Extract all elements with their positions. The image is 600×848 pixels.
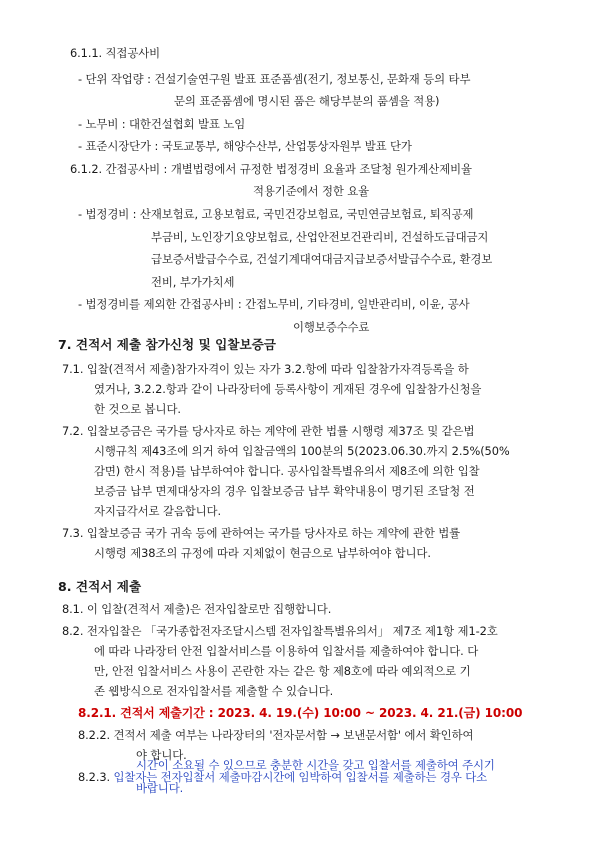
section-7-heading: 7. 견적서 제출 참가신청 및 입찰보증금	[58, 337, 276, 352]
subsection-6-1-2: 6.1.2. 간접공사비 : 개별법령에서 규정한 법정경비 요율과 조달청 원가계산제비율	[70, 162, 472, 176]
item-standard-unit-price: - 표준시장단가 : 국토교통부, 해양수산부, 산업통상자원부 발표 단가	[78, 139, 412, 153]
item-other-indirect-costs: - 법정경비를 제외한 간접공사비 : 간접노무비, 기타경비, 일반관리비, 이윤, 공사	[78, 297, 470, 311]
section-8-heading: 8. 견적서 제출	[58, 579, 142, 594]
submission-period	[78, 706, 522, 720]
item-statutory-expenses: - 법정경비 : 산재보험료, 고용보험료, 국민건강보험료, 국민연금보험료, 퇴직공제	[78, 207, 474, 221]
para-8-1: 8.1. 이 입찰(견적서 제출)은 전자입찰로만 집행합니다.	[62, 602, 332, 616]
submission-period-label: 8.2.1. 견적서 제출기간 :	[78, 706, 218, 720]
para-7-1-cont2: 한 것으로 봅니다.	[94, 402, 181, 416]
item-unit-workload-cont: 문의 표준품셈에 명시된 품은 해당부분의 품셈을 적용)	[174, 94, 440, 108]
submission-period-dates: 2023. 4. 19.(수) 10:00 ~ 2023. 4. 21.(금) 10:00	[217, 706, 523, 720]
item-labor-cost: - 노무비 : 대한건설협회 발표 노임	[78, 117, 246, 131]
para-8-2-2-cont: 야 합니다.	[136, 748, 187, 762]
para-7-2-cont2: 감면) 한시 적용)를 납부하여야 합니다. 공사입찰특별유의서 제8조에 의한 입찰	[94, 464, 480, 478]
item-statutory-expenses-cont3: 전비, 부가가치세	[151, 275, 235, 289]
para-8-2-3-notice: 입찰자는 전자입찰서 제출마감시간에 임박하여 입찰서를 제출하는 경우 다소	[113, 770, 488, 784]
subsection-6-1-2-cont: 적용기준에서 정한 요율	[253, 184, 370, 198]
item-statutory-expenses-cont1: 부금비, 노인장기요양보험료, 산업안전보건관리비, 건설하도급대금지	[151, 230, 489, 244]
para-8-2-3-cont2: 바랍니다.	[136, 781, 184, 795]
para-7-1: 7.1. 입찰(견적서 제출)참가자격이 있는 자가 3.2.항에 따라 입찰참가자격등록을 하	[62, 362, 469, 376]
para-7-1-cont1: 였거나, 3.2.2.항과 같이 나라장터에 등록사항이 게재된 경우에 입찰참가신청을	[94, 382, 482, 396]
para-7-2-cont1: 시행규칙 제43조에 의거 하여 입찰금액의 100분의 5(2023.06.30.까지 2.5%(50%	[94, 444, 510, 458]
item-statutory-expenses-cont2: 급보증서발급수수료, 건설기계대여대금지급보증서발급수수료, 환경보	[151, 252, 493, 266]
para-8-2-2: 8.2.2. 견적서 제출 여부는 나라장터의 '전자문서함 → 보낸문서함' 에서 확인하여	[78, 728, 474, 742]
para-7-2-cont3: 보증금 납부 면제대상자의 경우 입찰보증금 납부 확약내용이 명기된 조달청 전	[94, 484, 475, 498]
subsection-6-1-1: 6.1.1. 직접공사비	[70, 46, 161, 60]
para-7-2: 7.2. 입찰보증금은 국가를 당사자로 하는 계약에 관한 법률 시행령 제37조 및 같은법	[62, 424, 475, 438]
para-8-2-cont3: 존 웹방식으로 전자입찰서를 제출할 수 있습니다.	[94, 684, 334, 698]
item-other-indirect-costs-cont: 이행보증수수료	[293, 320, 370, 334]
para-8-2: 8.2. 전자입찰은 「국가종합전자조달시스템 전자입찰특별유의서」 제7조 제1항 제1-2호	[62, 624, 498, 638]
item-unit-workload: - 단위 작업량 : 건설기술연구원 발표 표준품셈(전기, 정보통신, 문화재 등의 타부	[78, 72, 471, 86]
para-8-2-3-cont1: 시간이 소요될 수 있으므로 충분한 시간을 갖고 입찰서를 제출하여 주시기	[136, 758, 495, 772]
para-8-2-cont2: 만, 안전 입찰서비스 사용이 곤란한 자는 같은 항 제8호에 따라 예외적으로 기	[94, 664, 471, 678]
para-7-2-cont4: 자지급각서로 갈음합니다.	[94, 504, 221, 518]
para-7-3-cont: 시행령 제38조의 규정에 따라 지체없이 현금으로 납부하여야 합니다.	[94, 546, 431, 560]
para-8-2-cont1: 에 따라 나라장터 안전 입찰서비스를 이용하여 입찰서를 제출하여야 합니다. 다	[94, 644, 479, 658]
para-7-3: 7.3. 입찰보증금 국가 귀속 등에 관하여는 국가를 당사자로 하는 계약에 관한 법률	[62, 526, 461, 540]
para-8-2-3-number: 8.2.3.	[78, 770, 114, 784]
